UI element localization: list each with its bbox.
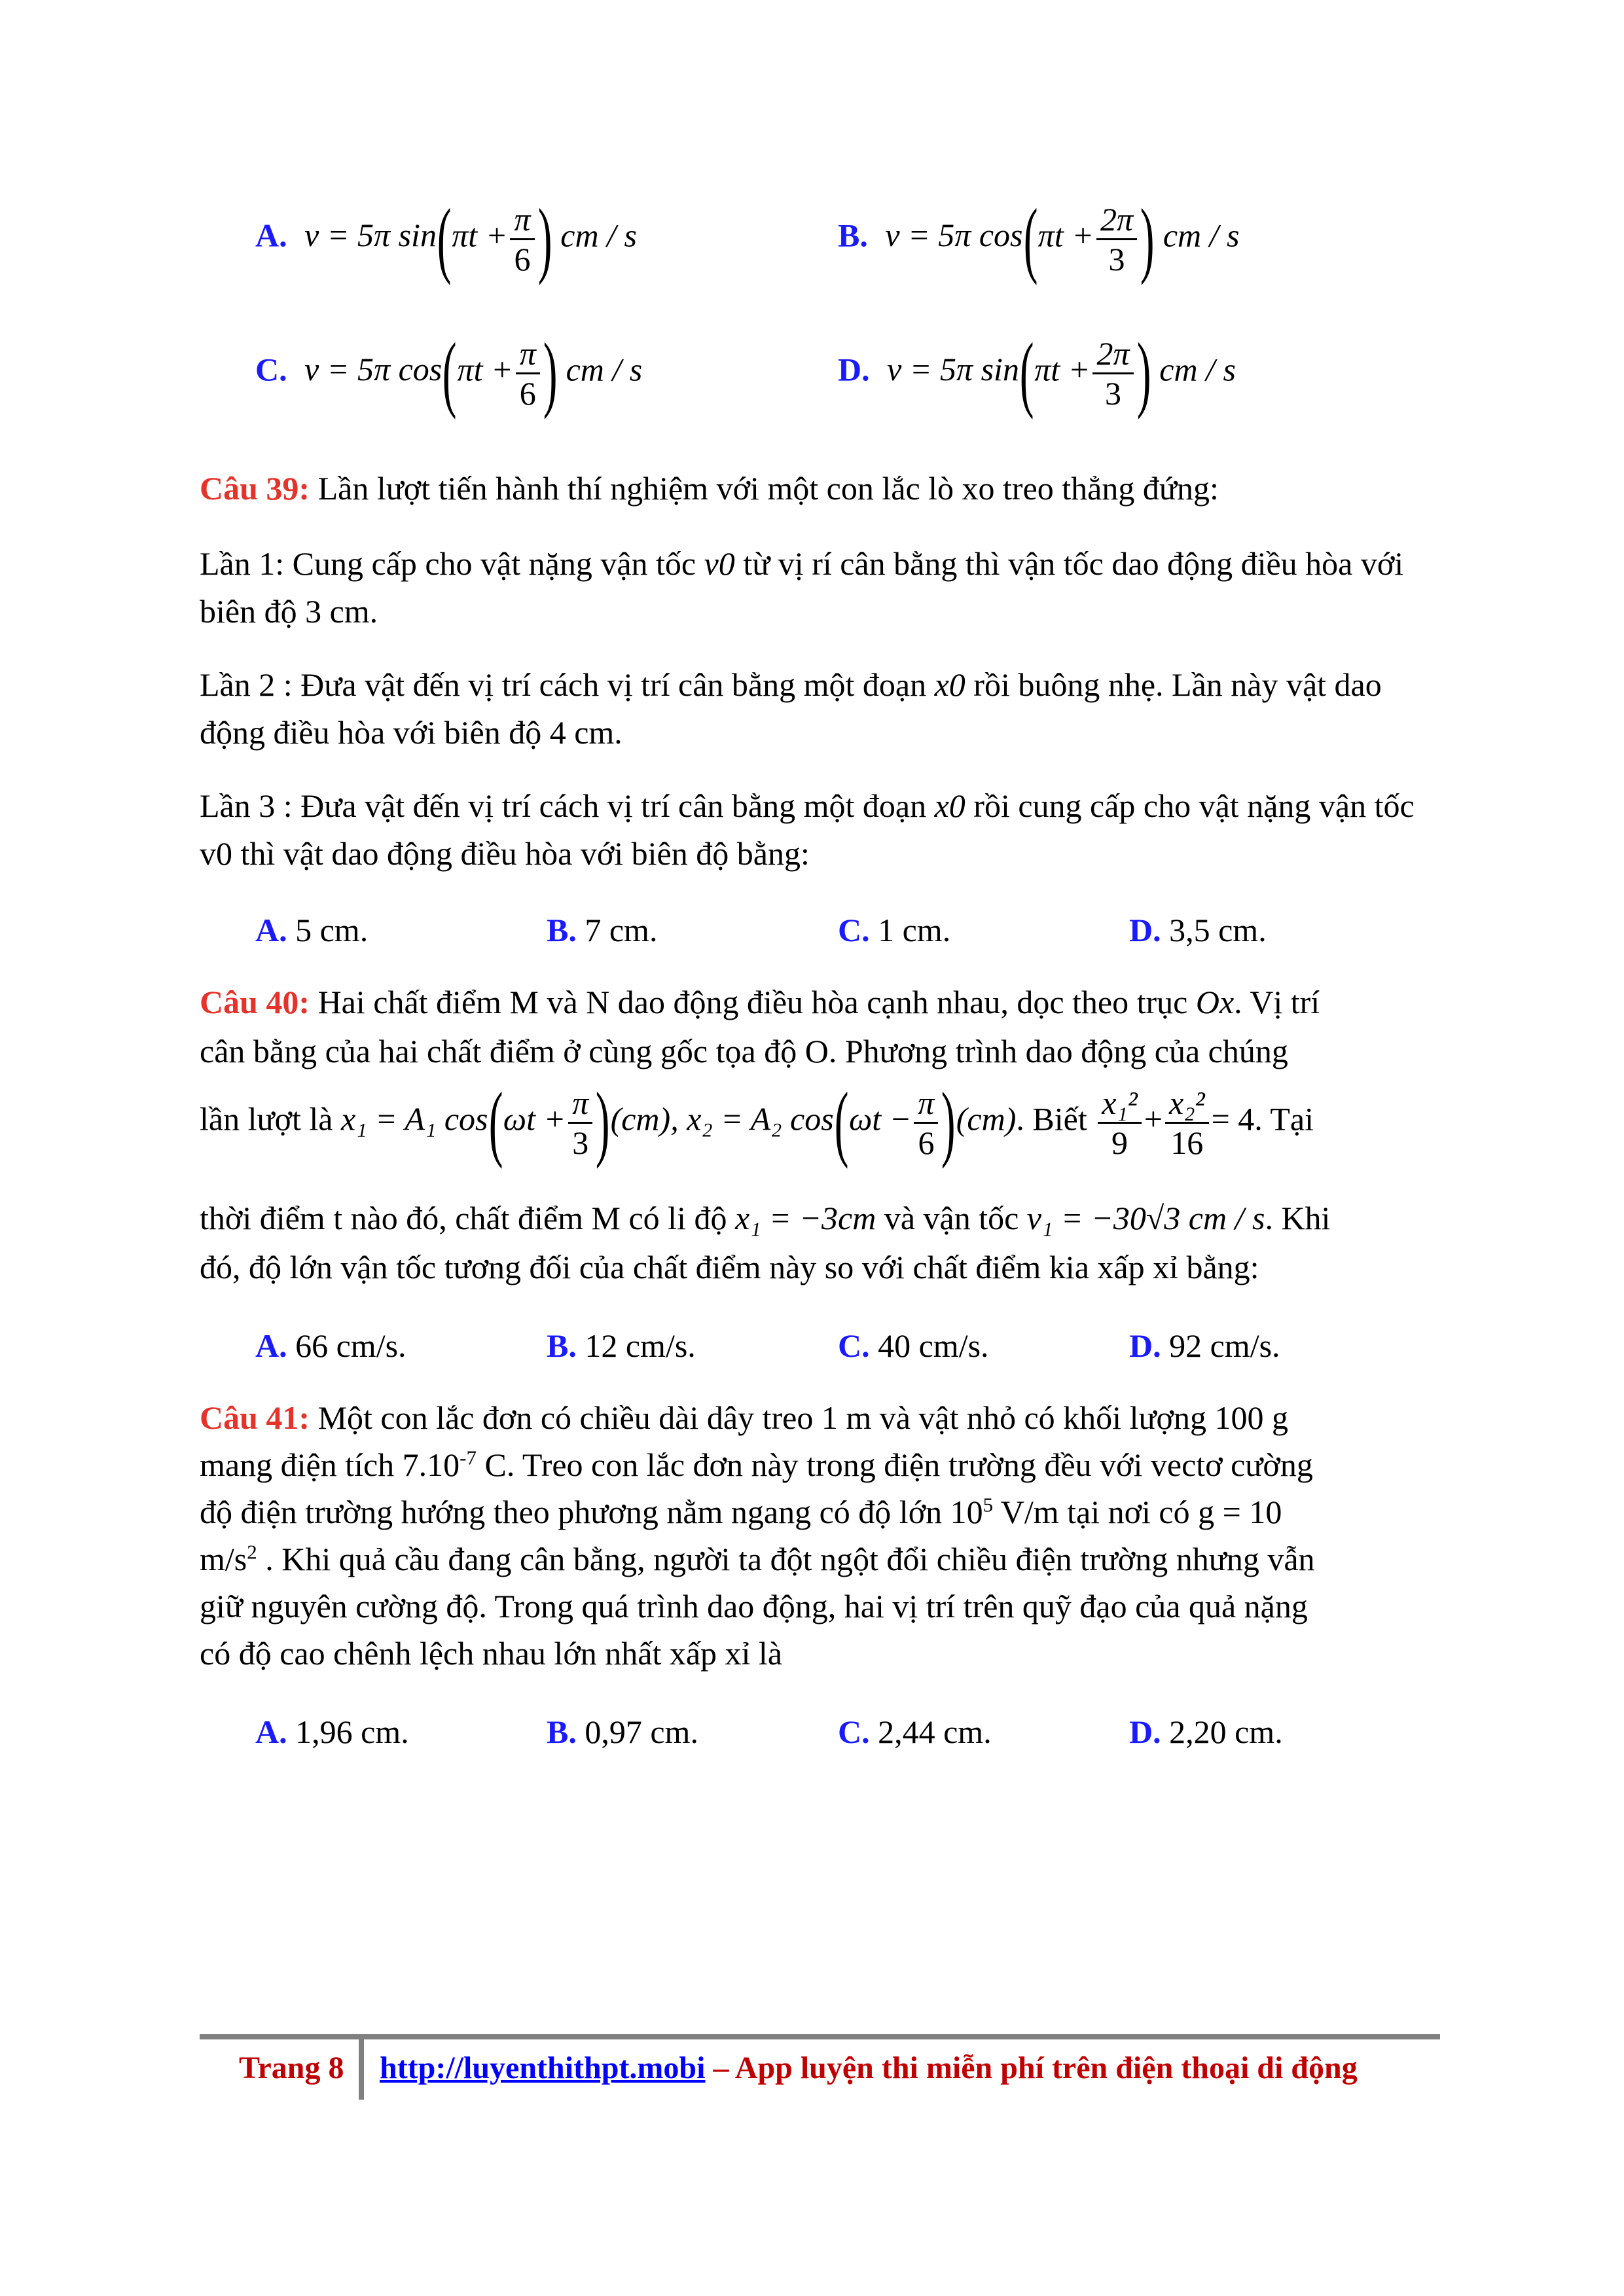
left-paren: ( bbox=[488, 1075, 503, 1170]
ox-symbol: Ox bbox=[1195, 984, 1235, 1020]
question-text: . Biết bbox=[1016, 1100, 1096, 1138]
answer-a bbox=[255, 906, 368, 954]
question-40-equation-line bbox=[200, 1075, 1443, 1170]
question-text: Một con lắc đơn có chiều dài dây treo 1 m và vật nhỏ có khối lượng 100 g bbox=[310, 1399, 1288, 1436]
question-line bbox=[200, 1488, 1443, 1535]
answer-text: 2,44 cm. bbox=[869, 1713, 992, 1750]
formula-unit: cm / s bbox=[1159, 351, 1236, 388]
fraction-numerator: 2π bbox=[1092, 337, 1133, 374]
right-paren: ) bbox=[543, 326, 558, 420]
question-text: m/s bbox=[200, 1541, 247, 1577]
answer-b bbox=[547, 906, 657, 954]
question-39-lan1 bbox=[200, 540, 1443, 635]
answer-label: D. bbox=[1129, 1327, 1161, 1364]
fraction bbox=[1096, 200, 1137, 278]
formula-unit: cm / s bbox=[1163, 217, 1240, 254]
answer-text: 7 cm. bbox=[576, 912, 658, 948]
question-text: . Khi bbox=[1265, 1200, 1331, 1236]
answer-label: B. bbox=[547, 912, 577, 948]
option-c-q38 bbox=[255, 326, 643, 420]
question-text: . Tại bbox=[1254, 1100, 1314, 1138]
answer-text: 3,5 cm. bbox=[1161, 912, 1267, 948]
footer-divider bbox=[359, 2039, 364, 2100]
fraction bbox=[1092, 334, 1133, 412]
formula-lead: v = 5π cos bbox=[304, 351, 442, 388]
answer-label: D. bbox=[1129, 912, 1161, 948]
paragraph-text: Lần 1: Cung cấp cho vật nặng vận tốc bbox=[200, 545, 704, 582]
answer-d bbox=[1129, 1708, 1283, 1756]
fraction-numerator: x₁² bbox=[1098, 1086, 1142, 1124]
omega-t-plus: ωt + bbox=[503, 1100, 566, 1138]
formula-inner: πt + bbox=[1038, 217, 1094, 254]
formula-unit: cm / s bbox=[560, 217, 637, 254]
omega-t-minus: ωt − bbox=[848, 1100, 912, 1138]
fraction-denominator: 6 bbox=[918, 1124, 935, 1161]
fraction-pi-over-3 bbox=[568, 1086, 592, 1159]
equals-four: = 4 bbox=[1211, 1100, 1255, 1138]
answer-label: A. bbox=[255, 1713, 287, 1750]
answer-text: 1 cm. bbox=[869, 912, 951, 948]
footer-tagline: – App luyện thi miễn phí trên điện thoại di động bbox=[705, 2051, 1358, 2085]
right-paren: ) bbox=[1140, 192, 1155, 286]
answer-text: 5 cm. bbox=[287, 912, 369, 948]
fraction-numerator: π bbox=[510, 203, 534, 240]
left-paren: ( bbox=[442, 326, 457, 420]
question-label: Câu 39: bbox=[200, 470, 310, 507]
fraction-pi-over-6 bbox=[914, 1086, 938, 1159]
x1-value: x₁ = −3cm bbox=[734, 1200, 876, 1236]
question-40-line1 bbox=[200, 978, 1443, 1026]
option-d-q38 bbox=[838, 326, 1236, 420]
x0-symbol: x0 bbox=[934, 787, 965, 824]
fraction-denominator: 16 bbox=[1170, 1124, 1204, 1161]
answer-text: 66 cm/s. bbox=[287, 1327, 406, 1364]
question-text: độ điện trường hướng theo phương nằm ngang có độ lớn 10 bbox=[200, 1494, 983, 1530]
option-label: C. bbox=[255, 351, 287, 388]
question-text: lần lượt là bbox=[200, 1100, 341, 1138]
answer-label: A. bbox=[255, 912, 287, 948]
question-text: Lần lượt tiến hành thí nghiệm với một con lắc lò xo treo thẳng đứng: bbox=[310, 470, 1219, 507]
right-paren: ) bbox=[596, 1075, 610, 1170]
paragraph-text: Lần 2 : Đưa vật đến vị trí cách vị trí cân bằng một đoạn bbox=[200, 666, 935, 703]
answer-text: 12 cm/s. bbox=[576, 1327, 696, 1364]
answer-d bbox=[1129, 906, 1267, 954]
fraction-denominator: 6 bbox=[519, 374, 536, 412]
v1-value: v₁ = −30√3 cm / s bbox=[1026, 1200, 1265, 1236]
answer-text: 2,20 cm. bbox=[1161, 1713, 1283, 1750]
question-40-line4 bbox=[200, 1194, 1443, 1242]
fraction bbox=[516, 334, 540, 412]
left-paren: ( bbox=[437, 192, 452, 286]
left-paren: ( bbox=[834, 1075, 849, 1170]
fraction-denominator: 3 bbox=[1108, 240, 1125, 278]
fraction-denominator: 3 bbox=[572, 1124, 589, 1161]
question-text: thời điểm t nào đó, chất điểm M có li độ bbox=[200, 1200, 735, 1236]
question-text: và vận tốc bbox=[876, 1200, 1027, 1236]
paragraph-text: Lần 3 : Đưa vật đến vị trí cách vị trí cân bằng một đoạn bbox=[200, 787, 935, 824]
x2-equation: (cm), x₂ = A₂ cos bbox=[610, 1100, 834, 1138]
question-line bbox=[200, 1394, 1443, 1441]
fraction-x1sq-over-9 bbox=[1098, 1086, 1142, 1159]
question-text: đó, độ lớn vận tốc tương đối của chất điểm này so với chất điểm kia xấp xỉ bằng: bbox=[200, 1249, 1259, 1285]
question-line bbox=[200, 1535, 1443, 1583]
footer-text bbox=[380, 2045, 1358, 2091]
fraction-numerator: π bbox=[914, 1086, 938, 1124]
option-a-q38 bbox=[255, 192, 637, 286]
right-paren: ) bbox=[1136, 326, 1151, 420]
question-text: V/m tại nơi có g = 10 bbox=[993, 1494, 1282, 1530]
question-39-lan2 bbox=[200, 661, 1443, 756]
answer-label: B. bbox=[547, 1327, 577, 1364]
question-label: Câu 40: bbox=[200, 984, 310, 1020]
option-b-q38 bbox=[838, 192, 1240, 286]
exponent: -7 bbox=[460, 1446, 477, 1469]
answer-b bbox=[547, 1708, 698, 1756]
left-paren: ( bbox=[1019, 326, 1034, 420]
cm-unit: (cm) bbox=[956, 1100, 1017, 1138]
formula-inner: πt + bbox=[1034, 351, 1091, 388]
answer-c bbox=[838, 1322, 989, 1370]
fraction-numerator: π bbox=[568, 1086, 592, 1124]
question-line bbox=[200, 1441, 1443, 1488]
question-text: cân bằng của hai chất điểm ở cùng gốc tọa độ O. Phương trình dao động của chúng bbox=[200, 1033, 1288, 1069]
answer-a bbox=[255, 1708, 409, 1756]
formula-inner: πt + bbox=[452, 217, 508, 254]
answer-label: B. bbox=[547, 1713, 577, 1750]
answer-c bbox=[838, 1708, 992, 1756]
exponent: 5 bbox=[983, 1493, 994, 1516]
formula-lead: v = 5π sin bbox=[887, 351, 1019, 388]
question-label: Câu 41: bbox=[200, 1399, 310, 1436]
option-label: B. bbox=[838, 217, 868, 254]
x0-symbol: x0 bbox=[934, 666, 965, 703]
answer-label: A. bbox=[255, 1327, 287, 1364]
fraction-numerator: π bbox=[516, 337, 540, 374]
answer-label: C. bbox=[838, 1327, 870, 1364]
answer-label: C. bbox=[838, 1713, 870, 1750]
fraction-numerator: x₂² bbox=[1165, 1086, 1209, 1124]
question-text: Hai chất điểm M và N dao động điều hòa cạnh nhau, dọc theo trục bbox=[310, 984, 1196, 1020]
fraction-x2sq-over-16 bbox=[1165, 1086, 1209, 1159]
formula-unit: cm / s bbox=[566, 351, 643, 388]
question-line bbox=[200, 1630, 1443, 1677]
right-paren: ) bbox=[537, 192, 552, 286]
plus-sign: + bbox=[1144, 1100, 1163, 1138]
question-text: . Vị trí bbox=[1234, 984, 1320, 1020]
exponent: 2 bbox=[247, 1540, 257, 1564]
paragraph-text: từ vị rí cân bằng thì vận tốc dao động điều hòa với biên độ 3 cm. bbox=[200, 545, 1404, 630]
x1-equation: x₁ = A₁ cos bbox=[341, 1100, 488, 1138]
fraction-numerator: 2π bbox=[1096, 203, 1137, 240]
answer-d bbox=[1129, 1322, 1280, 1370]
question-text: có độ cao chênh lệch nhau lớn nhất xấp xỉ là bbox=[200, 1635, 783, 1672]
question-40-line2 bbox=[200, 1028, 1443, 1075]
answer-b bbox=[547, 1322, 696, 1370]
answer-text: 92 cm/s. bbox=[1161, 1327, 1280, 1364]
fraction-denominator: 6 bbox=[514, 240, 531, 278]
question-text: giữ nguyên cường độ. Trong quá trình dao động, hai vị trí trên quỹ đạo của quả nặng bbox=[200, 1588, 1308, 1624]
question-40-line5 bbox=[200, 1244, 1443, 1291]
question-text: . Khi quả cầu đang cân bằng, người ta đột ngột đổi chiều điện trường nhưng vẫn bbox=[257, 1541, 1315, 1577]
formula-inner: πt + bbox=[457, 351, 513, 388]
v0-symbol: v0 bbox=[704, 545, 735, 582]
paragraph-text: rồi buông nhẹ. Lần này vật dao động điều hòa với biên độ 4 cm. bbox=[200, 666, 1382, 751]
answer-label: C. bbox=[838, 912, 870, 948]
option-label: A. bbox=[255, 217, 287, 254]
option-label: D. bbox=[838, 351, 870, 388]
answer-c bbox=[838, 906, 950, 954]
question-39-stem bbox=[200, 465, 1443, 512]
footer-link[interactable]: http://luyenthithpt.mobi bbox=[380, 2051, 706, 2085]
answer-text: 0,97 cm. bbox=[576, 1713, 698, 1750]
fraction-denominator: 3 bbox=[1104, 374, 1121, 412]
question-39-lan3 bbox=[200, 782, 1443, 877]
question-line bbox=[200, 1583, 1443, 1630]
answer-text: 1,96 cm. bbox=[287, 1713, 409, 1750]
left-paren: ( bbox=[1023, 192, 1038, 286]
right-paren: ) bbox=[941, 1075, 956, 1170]
formula-lead: v = 5π sin bbox=[304, 217, 437, 254]
paragraph-text: rồi cung cấp cho vật nặng vận tốc v0 thì vật dao động điều hòa với biên độ bằng: bbox=[200, 787, 1415, 872]
answer-text: 40 cm/s. bbox=[869, 1327, 989, 1364]
footer-page-number: Trang 8 bbox=[239, 2051, 344, 2085]
question-text: mang điện tích 7.10 bbox=[200, 1446, 460, 1483]
answer-a bbox=[255, 1322, 406, 1370]
answer-label: D. bbox=[1129, 1713, 1161, 1750]
question-41-body bbox=[200, 1394, 1443, 1677]
formula-lead: v = 5π cos bbox=[885, 217, 1023, 254]
fraction bbox=[510, 200, 534, 278]
question-text: C. Treo con lắc đơn này trong điện trường đều với vectơ cường bbox=[476, 1446, 1313, 1483]
footer-rule bbox=[200, 2034, 1440, 2039]
fraction-denominator: 9 bbox=[1111, 1124, 1128, 1161]
